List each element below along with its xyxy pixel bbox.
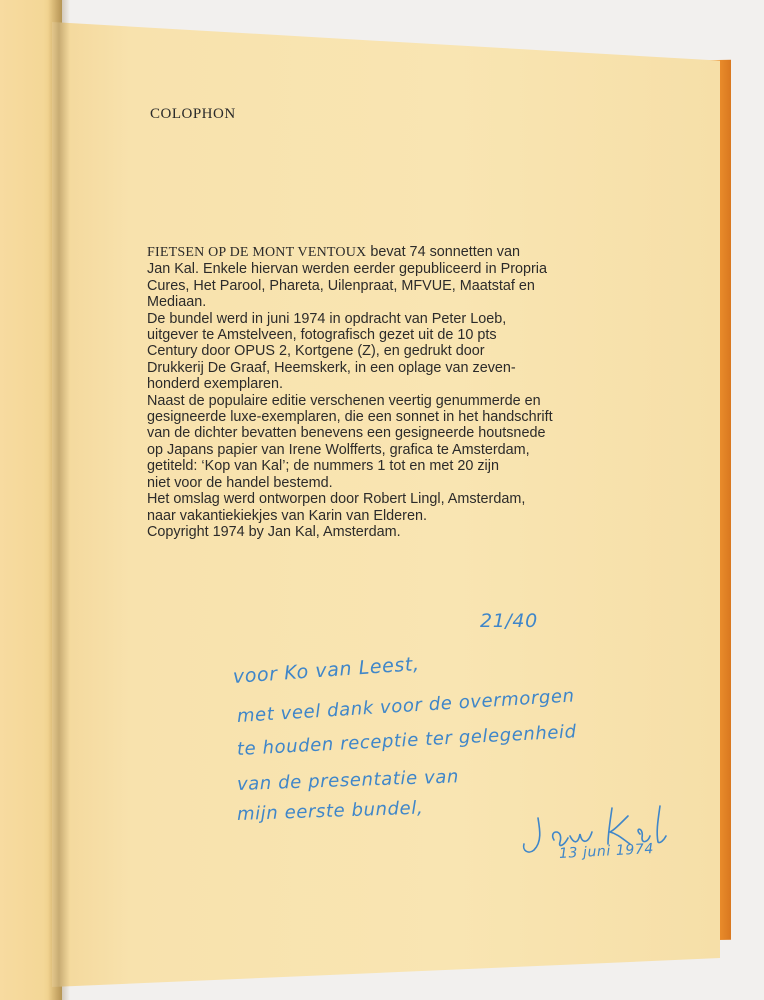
signature-date: 13 juni 1974 [558,841,655,862]
page-heading: COLOPHON [150,106,236,122]
edition-number: 21/40 [480,610,538,632]
paragraph-line: op Japans papier van Irene Wolfferts, grafica te Amsterdam, [147,441,530,458]
paragraph-line: Het omslag werd ontworpen door Robert Lingl, Amsterdam, [147,491,526,508]
paragraph-line: Drukkerij De Graaf, Heemskerk, in een oplage van zeven- [147,359,516,376]
dedication-line: met veel dank voor de overmorgen [236,685,576,727]
paragraph-line: Mediaan. [147,294,207,311]
paragraph-line: naar vakantiekiekjes van Karin van Elderen. [147,507,427,524]
paragraph-line: uitgever te Amstelveen, fotografisch gezet uit de 10 pts [147,327,497,344]
dedication-line: van de presentatie van [236,766,460,795]
paragraph-line: Century door OPUS 2, Kortgene (Z), en gedrukt door [147,343,485,360]
paragraph-line: Jan Kal. Enkele hiervan werden eerder gepubliceerd in Propria [147,261,547,278]
paragraph-line: De bundel werd in juni 1974 in opdracht van Peter Loeb, [147,310,507,327]
paragraph-line: getiteld: ‘Kop van Kal’; de nummers 1 tot en met 20 zijn [147,458,499,475]
book-spine-shadow [48,0,70,1000]
book-title: FIETSEN OP DE MONT VENTOUX [147,245,367,260]
paragraph-line: van de dichter bevatten benevens een gesigneerde houtsnede [147,425,546,442]
paragraph-line: honderd exemplaren. [147,376,284,393]
dedication-line: mijn eerste bundel, [236,797,424,825]
paragraph-line: gesigneerde luxe-exemplaren, die een sonnet in het handschrift [147,409,553,426]
dedication-line: te houden receptie ter gelegenheid [236,721,578,760]
paragraph-line: Naast de populaire editie verschenen veertig genummerde en [147,392,541,409]
paragraph-line: Cures, Het Parool, Phareta, Uilenpraat, MFVUE, Maatstaf en [147,277,535,294]
colophon-paragraph [147,244,687,540]
paragraph-line: niet voor de handel bestemd. [147,474,333,491]
paragraph-line: Copyright 1974 by Jan Kal, Amsterdam. [147,523,401,540]
paragraph-line: FIETSEN OP DE MONT VENTOUX bevat 74 sonnetten van [147,244,520,260]
dedication-line: voor Ko van Leest, [232,652,421,688]
